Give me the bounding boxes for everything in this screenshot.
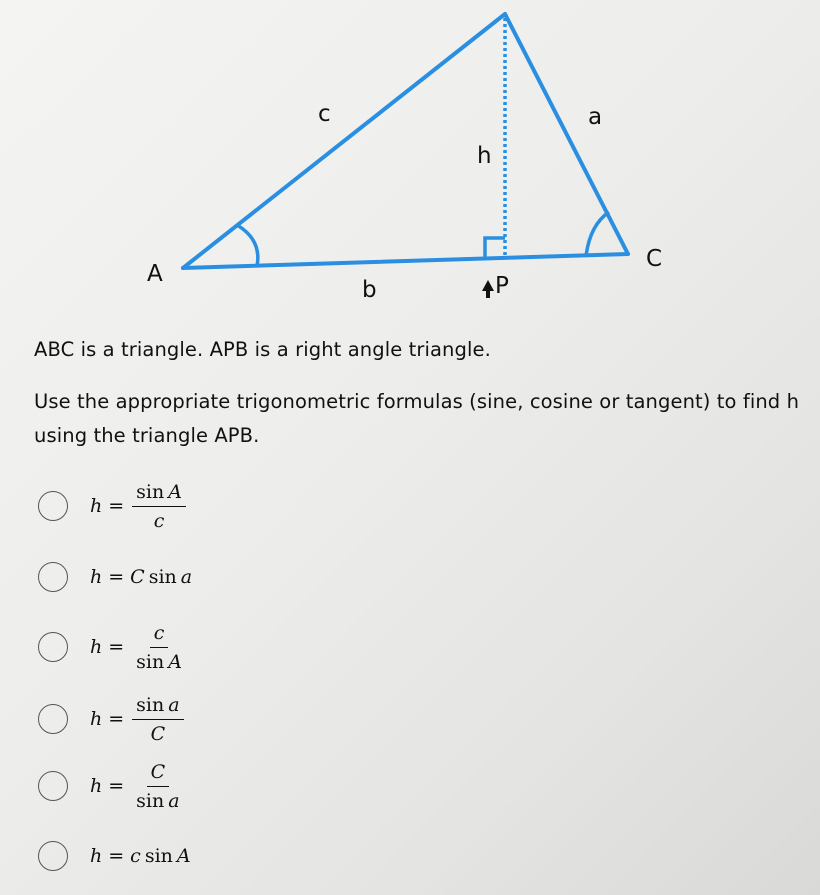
question-instruction-cont: using the triangle APB.: [34, 424, 260, 447]
side-b-line: [183, 254, 628, 268]
right-angle-marker: [485, 238, 505, 258]
formula: h = C sin a: [90, 566, 193, 588]
cursor-arrow-icon: [482, 280, 494, 298]
label-c: c: [318, 101, 331, 127]
label-h: h: [477, 143, 492, 169]
angle-A-arc: [237, 225, 258, 266]
label-a: a: [588, 104, 603, 130]
label-b: b: [362, 277, 377, 303]
side-c-line: [183, 14, 505, 268]
answer-option-6[interactable]: [38, 834, 191, 878]
radio-button[interactable]: [38, 841, 68, 871]
answer-option-4[interactable]: [38, 693, 184, 745]
formula: h = $\frac{c}{\text{sin A}}$: [90, 622, 186, 673]
radio-button[interactable]: [38, 771, 68, 801]
formula: h = $\frac{\text{sin a}}{C}$: [90, 694, 184, 745]
radio-button[interactable]: [38, 562, 68, 592]
formula: h = c sin A: [90, 845, 191, 867]
angle-C-arc: [586, 212, 609, 256]
question-statement: ABC is a triangle. APB is a right angle triangle.: [34, 338, 491, 361]
answer-option-1[interactable]: [38, 480, 186, 532]
fraction: $\frac{c}{\text{sin A}}$: [136, 621, 182, 673]
radio-button[interactable]: [38, 491, 68, 521]
label-P: P: [495, 273, 509, 299]
radio-button[interactable]: [38, 632, 68, 662]
fraction: $\frac{C}{\text{sin a}}$: [136, 760, 180, 812]
side-a-line: [505, 14, 628, 254]
fraction: $\frac{\text{sin A}}{c}$: [132, 481, 186, 532]
formula: h = $\frac{\text{sin A}}{c}$: [90, 481, 186, 532]
answer-option-2[interactable]: [38, 555, 192, 599]
label-C: C: [646, 246, 663, 272]
question-instruction: Use the appropriate trigonometric formulas (sine, cosine or tangent) to find h: [34, 390, 800, 413]
triangle-diagram: [0, 0, 820, 320]
fraction: $\frac{\text{sin a}}{C}$: [132, 694, 183, 745]
formula: h = $\frac{C}{\text{sin a}}$: [90, 761, 184, 812]
label-A: A: [147, 261, 163, 287]
radio-button[interactable]: [38, 704, 68, 734]
answer-option-5[interactable]: [38, 760, 184, 812]
answer-option-3[interactable]: [38, 621, 186, 673]
